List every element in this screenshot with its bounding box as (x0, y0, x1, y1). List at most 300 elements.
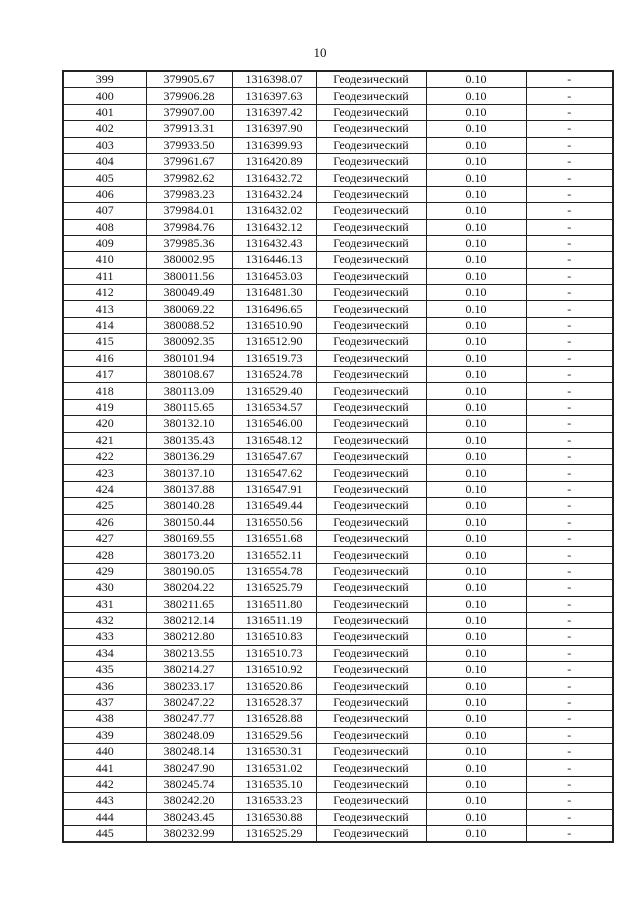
point-number-cell: 422 (63, 448, 146, 464)
accuracy-cell: 0.10 (426, 170, 526, 186)
accuracy-cell: 0.10 (426, 104, 526, 120)
table-row (63, 760, 613, 776)
accuracy-cell: 0.10 (426, 301, 526, 317)
note-cell: - (526, 825, 613, 842)
point-number-cell: 420 (63, 416, 146, 432)
note-cell: - (526, 694, 613, 710)
y-coordinate-cell: 1316529.40 (232, 383, 316, 399)
note-cell: - (526, 285, 613, 301)
y-coordinate-cell: 1316511.19 (232, 612, 316, 628)
note-cell: - (526, 334, 613, 350)
x-coordinate-cell: 379905.67 (146, 71, 232, 88)
y-coordinate-cell: 1316520.86 (232, 678, 316, 694)
x-coordinate-cell: 379983.23 (146, 186, 232, 202)
table-row (63, 219, 613, 235)
accuracy-cell: 0.10 (426, 481, 526, 497)
table-row (63, 121, 613, 137)
note-cell: - (526, 71, 613, 88)
point-number-cell: 423 (63, 465, 146, 481)
note-cell: - (526, 530, 613, 546)
point-number-cell: 407 (63, 203, 146, 219)
method-cell: Геодезический (316, 481, 426, 497)
note-cell: - (526, 612, 613, 628)
accuracy-cell: 0.10 (426, 514, 526, 530)
y-coordinate-cell: 1316432.72 (232, 170, 316, 186)
table-body (63, 71, 613, 842)
note-cell: - (526, 399, 613, 415)
point-number-cell: 431 (63, 596, 146, 612)
accuracy-cell: 0.10 (426, 235, 526, 251)
table-row (63, 350, 613, 366)
x-coordinate-cell: 379906.28 (146, 88, 232, 104)
accuracy-cell: 0.10 (426, 153, 526, 169)
table-row (63, 432, 613, 448)
point-number-cell: 413 (63, 301, 146, 317)
point-number-cell: 444 (63, 809, 146, 825)
x-coordinate-cell: 380213.55 (146, 645, 232, 661)
note-cell: - (526, 416, 613, 432)
accuracy-cell: 0.10 (426, 350, 526, 366)
point-number-cell: 434 (63, 645, 146, 661)
accuracy-cell: 0.10 (426, 645, 526, 661)
accuracy-cell: 0.10 (426, 383, 526, 399)
accuracy-cell: 0.10 (426, 399, 526, 415)
method-cell: Геодезический (316, 596, 426, 612)
point-number-cell: 402 (63, 121, 146, 137)
method-cell: Геодезический (316, 678, 426, 694)
table-row (63, 498, 613, 514)
table-row (63, 776, 613, 792)
x-coordinate-cell: 380232.99 (146, 825, 232, 842)
accuracy-cell: 0.10 (426, 530, 526, 546)
x-coordinate-cell: 380088.52 (146, 317, 232, 333)
table-row (63, 285, 613, 301)
method-cell: Геодезический (316, 170, 426, 186)
point-number-cell: 443 (63, 793, 146, 809)
note-cell: - (526, 219, 613, 235)
method-cell: Геодезический (316, 612, 426, 628)
note-cell: - (526, 760, 613, 776)
point-number-cell: 439 (63, 727, 146, 743)
table-row (63, 809, 613, 825)
note-cell: - (526, 367, 613, 383)
method-cell: Геодезический (316, 547, 426, 563)
accuracy-cell: 0.10 (426, 186, 526, 202)
y-coordinate-cell: 1316533.23 (232, 793, 316, 809)
method-cell: Геодезический (316, 809, 426, 825)
method-cell: Геодезический (316, 793, 426, 809)
y-coordinate-cell: 1316420.89 (232, 153, 316, 169)
x-coordinate-cell: 379985.36 (146, 235, 232, 251)
method-cell: Геодезический (316, 317, 426, 333)
method-cell: Геодезический (316, 367, 426, 383)
y-coordinate-cell: 1316510.73 (232, 645, 316, 661)
coordinates-table (62, 70, 614, 843)
x-coordinate-cell: 380242.20 (146, 793, 232, 809)
table-row (63, 580, 613, 596)
note-cell: - (526, 563, 613, 579)
point-number-cell: 429 (63, 563, 146, 579)
point-number-cell: 418 (63, 383, 146, 399)
x-coordinate-cell: 379933.50 (146, 137, 232, 153)
point-number-cell: 427 (63, 530, 146, 546)
accuracy-cell: 0.10 (426, 662, 526, 678)
point-number-cell: 406 (63, 186, 146, 202)
accuracy-cell: 0.10 (426, 367, 526, 383)
note-cell: - (526, 465, 613, 481)
x-coordinate-cell: 380011.56 (146, 268, 232, 284)
x-coordinate-cell: 379961.67 (146, 153, 232, 169)
note-cell: - (526, 498, 613, 514)
note-cell: - (526, 645, 613, 661)
x-coordinate-cell: 379982.62 (146, 170, 232, 186)
point-number-cell: 408 (63, 219, 146, 235)
x-coordinate-cell: 380214.27 (146, 662, 232, 678)
point-number-cell: 445 (63, 825, 146, 842)
point-number-cell: 442 (63, 776, 146, 792)
y-coordinate-cell: 1316398.07 (232, 71, 316, 88)
table-row (63, 383, 613, 399)
x-coordinate-cell: 380113.09 (146, 383, 232, 399)
y-coordinate-cell: 1316432.02 (232, 203, 316, 219)
accuracy-cell: 0.10 (426, 629, 526, 645)
method-cell: Геодезический (316, 629, 426, 645)
accuracy-cell: 0.10 (426, 727, 526, 743)
note-cell: - (526, 547, 613, 563)
table-row (63, 793, 613, 809)
note-cell: - (526, 744, 613, 760)
accuracy-cell: 0.10 (426, 268, 526, 284)
table-row (63, 596, 613, 612)
accuracy-cell: 0.10 (426, 252, 526, 268)
y-coordinate-cell: 1316510.92 (232, 662, 316, 678)
method-cell: Геодезический (316, 252, 426, 268)
y-coordinate-cell: 1316534.57 (232, 399, 316, 415)
table-row (63, 416, 613, 432)
y-coordinate-cell: 1316481.30 (232, 285, 316, 301)
point-number-cell: 433 (63, 629, 146, 645)
method-cell: Геодезический (316, 711, 426, 727)
note-cell: - (526, 514, 613, 530)
point-number-cell: 435 (63, 662, 146, 678)
point-number-cell: 417 (63, 367, 146, 383)
point-number-cell: 411 (63, 268, 146, 284)
method-cell: Геодезический (316, 662, 426, 678)
point-number-cell: 437 (63, 694, 146, 710)
note-cell: - (526, 662, 613, 678)
table-row (63, 465, 613, 481)
y-coordinate-cell: 1316525.29 (232, 825, 316, 842)
table-row (63, 334, 613, 350)
accuracy-cell: 0.10 (426, 547, 526, 563)
accuracy-cell: 0.10 (426, 219, 526, 235)
method-cell: Геодезический (316, 694, 426, 710)
note-cell: - (526, 153, 613, 169)
accuracy-cell: 0.10 (426, 776, 526, 792)
note-cell: - (526, 350, 613, 366)
table-row (63, 88, 613, 104)
y-coordinate-cell: 1316547.62 (232, 465, 316, 481)
table-row (63, 481, 613, 497)
table-row (63, 367, 613, 383)
y-coordinate-cell: 1316535.10 (232, 776, 316, 792)
point-number-cell: 425 (63, 498, 146, 514)
x-coordinate-cell: 380247.77 (146, 711, 232, 727)
accuracy-cell: 0.10 (426, 121, 526, 137)
x-coordinate-cell: 380243.45 (146, 809, 232, 825)
point-number-cell: 409 (63, 235, 146, 251)
table-row (63, 137, 613, 153)
table-row (63, 563, 613, 579)
x-coordinate-cell: 380233.17 (146, 678, 232, 694)
method-cell: Геодезический (316, 776, 426, 792)
table-row (63, 203, 613, 219)
method-cell: Геодезический (316, 530, 426, 546)
table-row (63, 744, 613, 760)
point-number-cell: 405 (63, 170, 146, 186)
y-coordinate-cell: 1316519.73 (232, 350, 316, 366)
table-row (63, 547, 613, 563)
method-cell: Геодезический (316, 334, 426, 350)
table-row (63, 514, 613, 530)
x-coordinate-cell: 380173.20 (146, 547, 232, 563)
note-cell: - (526, 170, 613, 186)
method-cell: Геодезический (316, 71, 426, 88)
x-coordinate-cell: 380136.29 (146, 448, 232, 464)
method-cell: Геодезический (316, 563, 426, 579)
y-coordinate-cell: 1316546.00 (232, 416, 316, 432)
accuracy-cell: 0.10 (426, 498, 526, 514)
note-cell: - (526, 596, 613, 612)
table-row (63, 71, 613, 88)
note-cell: - (526, 629, 613, 645)
note-cell: - (526, 203, 613, 219)
table-row (63, 727, 613, 743)
point-number-cell: 436 (63, 678, 146, 694)
note-cell: - (526, 383, 613, 399)
y-coordinate-cell: 1316548.12 (232, 432, 316, 448)
y-coordinate-cell: 1316511.80 (232, 596, 316, 612)
point-number-cell: 403 (63, 137, 146, 153)
table-row (63, 629, 613, 645)
accuracy-cell: 0.10 (426, 793, 526, 809)
note-cell: - (526, 88, 613, 104)
table-row (63, 317, 613, 333)
point-number-cell: 441 (63, 760, 146, 776)
y-coordinate-cell: 1316552.11 (232, 547, 316, 563)
point-number-cell: 438 (63, 711, 146, 727)
x-coordinate-cell: 380248.09 (146, 727, 232, 743)
y-coordinate-cell: 1316446.13 (232, 252, 316, 268)
page-number: 10 (313, 45, 327, 60)
x-coordinate-cell: 379907.00 (146, 104, 232, 120)
point-number-cell: 421 (63, 432, 146, 448)
note-cell: - (526, 186, 613, 202)
table-row (63, 268, 613, 284)
x-coordinate-cell: 380002.95 (146, 252, 232, 268)
note-cell: - (526, 776, 613, 792)
y-coordinate-cell: 1316551.68 (232, 530, 316, 546)
method-cell: Геодезический (316, 285, 426, 301)
table-row (63, 662, 613, 678)
x-coordinate-cell: 380212.80 (146, 629, 232, 645)
x-coordinate-cell: 380140.28 (146, 498, 232, 514)
x-coordinate-cell: 380137.88 (146, 481, 232, 497)
point-number-cell: 401 (63, 104, 146, 120)
table-row (63, 301, 613, 317)
note-cell: - (526, 432, 613, 448)
method-cell: Геодезический (316, 186, 426, 202)
point-number-cell: 414 (63, 317, 146, 333)
note-cell: - (526, 268, 613, 284)
method-cell: Геодезический (316, 645, 426, 661)
accuracy-cell: 0.10 (426, 432, 526, 448)
y-coordinate-cell: 1316530.88 (232, 809, 316, 825)
y-coordinate-cell: 1316550.56 (232, 514, 316, 530)
y-coordinate-cell: 1316547.91 (232, 481, 316, 497)
method-cell: Геодезический (316, 432, 426, 448)
note-cell: - (526, 252, 613, 268)
table-row (63, 612, 613, 628)
y-coordinate-cell: 1316432.12 (232, 219, 316, 235)
note-cell: - (526, 727, 613, 743)
accuracy-cell: 0.10 (426, 744, 526, 760)
accuracy-cell: 0.10 (426, 203, 526, 219)
table-row (63, 104, 613, 120)
method-cell: Геодезический (316, 399, 426, 415)
table-row (63, 399, 613, 415)
point-number-cell: 400 (63, 88, 146, 104)
note-cell: - (526, 104, 613, 120)
table-row (63, 448, 613, 464)
method-cell: Геодезический (316, 268, 426, 284)
note-cell: - (526, 121, 613, 137)
method-cell: Геодезический (316, 580, 426, 596)
point-number-cell: 428 (63, 547, 146, 563)
x-coordinate-cell: 380049.49 (146, 285, 232, 301)
method-cell: Геодезический (316, 760, 426, 776)
note-cell: - (526, 580, 613, 596)
method-cell: Геодезический (316, 727, 426, 743)
table-row (63, 530, 613, 546)
x-coordinate-cell: 380092.35 (146, 334, 232, 350)
y-coordinate-cell: 1316529.56 (232, 727, 316, 743)
y-coordinate-cell: 1316531.02 (232, 760, 316, 776)
y-coordinate-cell: 1316496.65 (232, 301, 316, 317)
x-coordinate-cell: 380108.67 (146, 367, 232, 383)
method-cell: Геодезический (316, 465, 426, 481)
y-coordinate-cell: 1316530.31 (232, 744, 316, 760)
y-coordinate-cell: 1316432.43 (232, 235, 316, 251)
note-cell: - (526, 448, 613, 464)
table-row (63, 645, 613, 661)
x-coordinate-cell: 379984.01 (146, 203, 232, 219)
method-cell: Геодезический (316, 416, 426, 432)
point-number-cell: 399 (63, 71, 146, 88)
x-coordinate-cell: 380211.65 (146, 596, 232, 612)
y-coordinate-cell: 1316432.24 (232, 186, 316, 202)
method-cell: Геодезический (316, 498, 426, 514)
x-coordinate-cell: 380248.14 (146, 744, 232, 760)
y-coordinate-cell: 1316554.78 (232, 563, 316, 579)
point-number-cell: 416 (63, 350, 146, 366)
x-coordinate-cell: 380069.22 (146, 301, 232, 317)
point-number-cell: 419 (63, 399, 146, 415)
method-cell: Геодезический (316, 104, 426, 120)
method-cell: Геодезический (316, 350, 426, 366)
point-number-cell: 424 (63, 481, 146, 497)
method-cell: Геодезический (316, 744, 426, 760)
method-cell: Геодезический (316, 235, 426, 251)
accuracy-cell: 0.10 (426, 711, 526, 727)
accuracy-cell: 0.10 (426, 88, 526, 104)
note-cell: - (526, 809, 613, 825)
point-number-cell: 404 (63, 153, 146, 169)
y-coordinate-cell: 1316528.88 (232, 711, 316, 727)
accuracy-cell: 0.10 (426, 612, 526, 628)
method-cell: Геодезический (316, 825, 426, 842)
accuracy-cell: 0.10 (426, 580, 526, 596)
accuracy-cell: 0.10 (426, 71, 526, 88)
table-row (63, 252, 613, 268)
y-coordinate-cell: 1316453.03 (232, 268, 316, 284)
method-cell: Геодезический (316, 137, 426, 153)
x-coordinate-cell: 380245.74 (146, 776, 232, 792)
table-row (63, 235, 613, 251)
x-coordinate-cell: 380169.55 (146, 530, 232, 546)
point-number-cell: 430 (63, 580, 146, 596)
y-coordinate-cell: 1316397.90 (232, 121, 316, 137)
x-coordinate-cell: 380101.94 (146, 350, 232, 366)
accuracy-cell: 0.10 (426, 137, 526, 153)
accuracy-cell: 0.10 (426, 416, 526, 432)
x-coordinate-cell: 379913.31 (146, 121, 232, 137)
y-coordinate-cell: 1316397.42 (232, 104, 316, 120)
x-coordinate-cell: 380132.10 (146, 416, 232, 432)
point-number-cell: 410 (63, 252, 146, 268)
table-row (63, 186, 613, 202)
point-number-cell: 440 (63, 744, 146, 760)
y-coordinate-cell: 1316399.93 (232, 137, 316, 153)
y-coordinate-cell: 1316528.37 (232, 694, 316, 710)
point-number-cell: 432 (63, 612, 146, 628)
x-coordinate-cell: 380212.14 (146, 612, 232, 628)
note-cell: - (526, 481, 613, 497)
method-cell: Геодезический (316, 88, 426, 104)
y-coordinate-cell: 1316510.90 (232, 317, 316, 333)
accuracy-cell: 0.10 (426, 694, 526, 710)
accuracy-cell: 0.10 (426, 760, 526, 776)
table-row (63, 170, 613, 186)
y-coordinate-cell: 1316510.83 (232, 629, 316, 645)
x-coordinate-cell: 380137.10 (146, 465, 232, 481)
method-cell: Геодезический (316, 301, 426, 317)
y-coordinate-cell: 1316512.90 (232, 334, 316, 350)
y-coordinate-cell: 1316524.78 (232, 367, 316, 383)
x-coordinate-cell: 380150.44 (146, 514, 232, 530)
method-cell: Геодезический (316, 203, 426, 219)
x-coordinate-cell: 380135.43 (146, 432, 232, 448)
accuracy-cell: 0.10 (426, 448, 526, 464)
note-cell: - (526, 137, 613, 153)
note-cell: - (526, 793, 613, 809)
y-coordinate-cell: 1316525.79 (232, 580, 316, 596)
method-cell: Геодезический (316, 121, 426, 137)
y-coordinate-cell: 1316397.63 (232, 88, 316, 104)
accuracy-cell: 0.10 (426, 285, 526, 301)
accuracy-cell: 0.10 (426, 563, 526, 579)
point-number-cell: 412 (63, 285, 146, 301)
